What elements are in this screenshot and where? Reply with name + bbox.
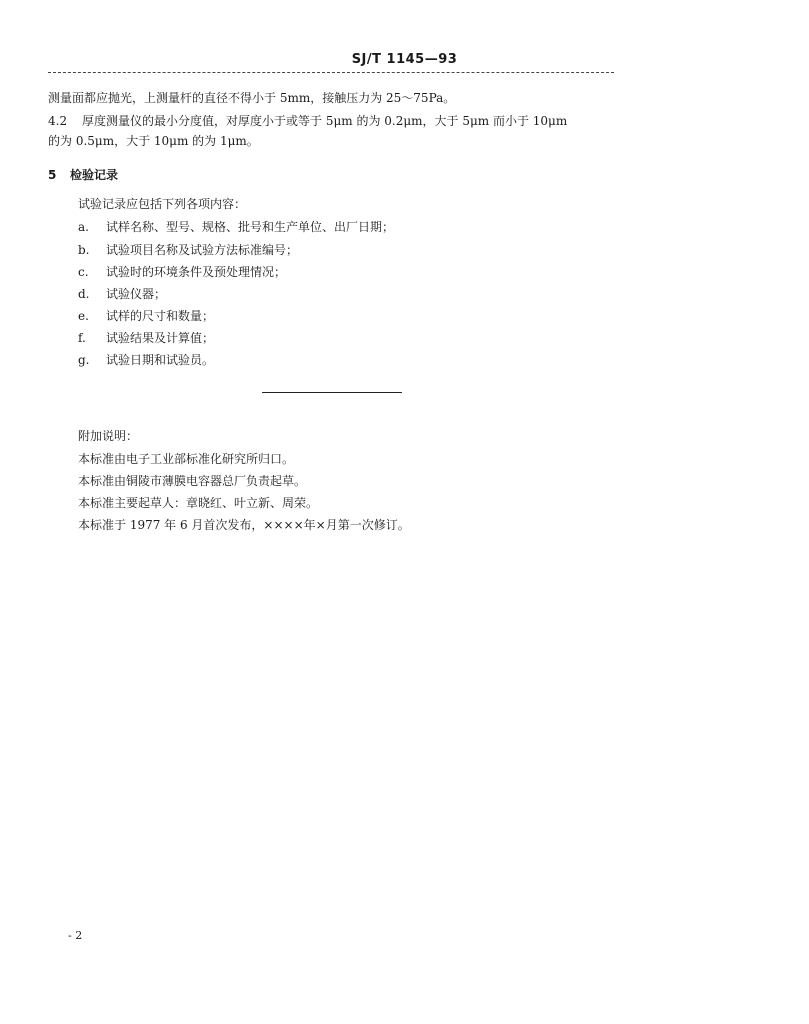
note-line: 本标准主要起草人：章晓红、叶立新、周荣。 <box>78 496 319 510</box>
note-line: 本标准由铜陵市薄膜电容器总厂负责起草。 <box>78 474 307 488</box>
list-item-label: b. <box>78 243 90 257</box>
list-item <box>78 308 214 324</box>
list-item-label: d. <box>78 287 90 301</box>
end-of-text-rule <box>262 392 402 393</box>
list-item-text: 试验时的环境条件及预处理情况； <box>106 265 287 279</box>
section-5-number: 5 <box>48 168 57 182</box>
list-item <box>78 264 286 280</box>
list-item-text: 试验结果及计算值； <box>106 331 215 345</box>
notes-heading: 附加说明： <box>78 429 139 443</box>
list-item-label: g. <box>78 353 90 367</box>
list-item-text: 试样的尺寸和数量； <box>106 309 215 323</box>
list-item-label: e. <box>78 309 89 323</box>
list-item <box>78 352 214 368</box>
list-item <box>78 330 214 346</box>
list-item <box>78 242 298 258</box>
list-item-label: a. <box>78 220 89 234</box>
section-5-title: 检验记录 <box>70 168 119 182</box>
list-item-text: 试验日期和试验员。 <box>106 353 215 367</box>
list-item-text: 试样名称、型号、规格、批号和生产单位、出厂日期； <box>106 220 395 234</box>
list-item <box>78 219 394 235</box>
list-item-text: 试验仪器； <box>106 287 167 301</box>
list-item-label: f. <box>78 331 86 345</box>
note-line: 本标准由电子工业部标准化研究所归口。 <box>78 452 295 466</box>
note-line: 本标准于 1977 年 6 月首次发布，××××年×月第一次修订。 <box>78 518 410 532</box>
standard-code-header: SJ/T 1145—93 <box>351 52 458 67</box>
clause-4-2-text-1: 厚度测量仪的最小分度值，对厚度小于或等于 5μm 的为 0.2μm，大于 5μm 而小于 10μm <box>82 114 568 128</box>
list-item-text: 试验项目名称及试验方法标准编号； <box>106 243 299 257</box>
clause-4-2-number: 4.2 <box>48 114 68 128</box>
page-number: - 2 <box>68 929 83 942</box>
continuation-text: 测量面都应抛光，上测量杆的直径不得小于 5mm，接触压力为 25～75Pa。 <box>48 91 456 105</box>
section-5-intro: 试验记录应包括下列各项内容： <box>78 197 247 211</box>
list-item-label: c. <box>78 265 89 279</box>
clause-4-2-text-2: 的为 0.5μm，大于 10μm 的为 1μm。 <box>48 134 259 148</box>
section-5-heading <box>48 167 118 183</box>
header-divider <box>48 72 614 73</box>
clause-4-2-line-1 <box>48 113 567 129</box>
list-item <box>78 286 166 302</box>
